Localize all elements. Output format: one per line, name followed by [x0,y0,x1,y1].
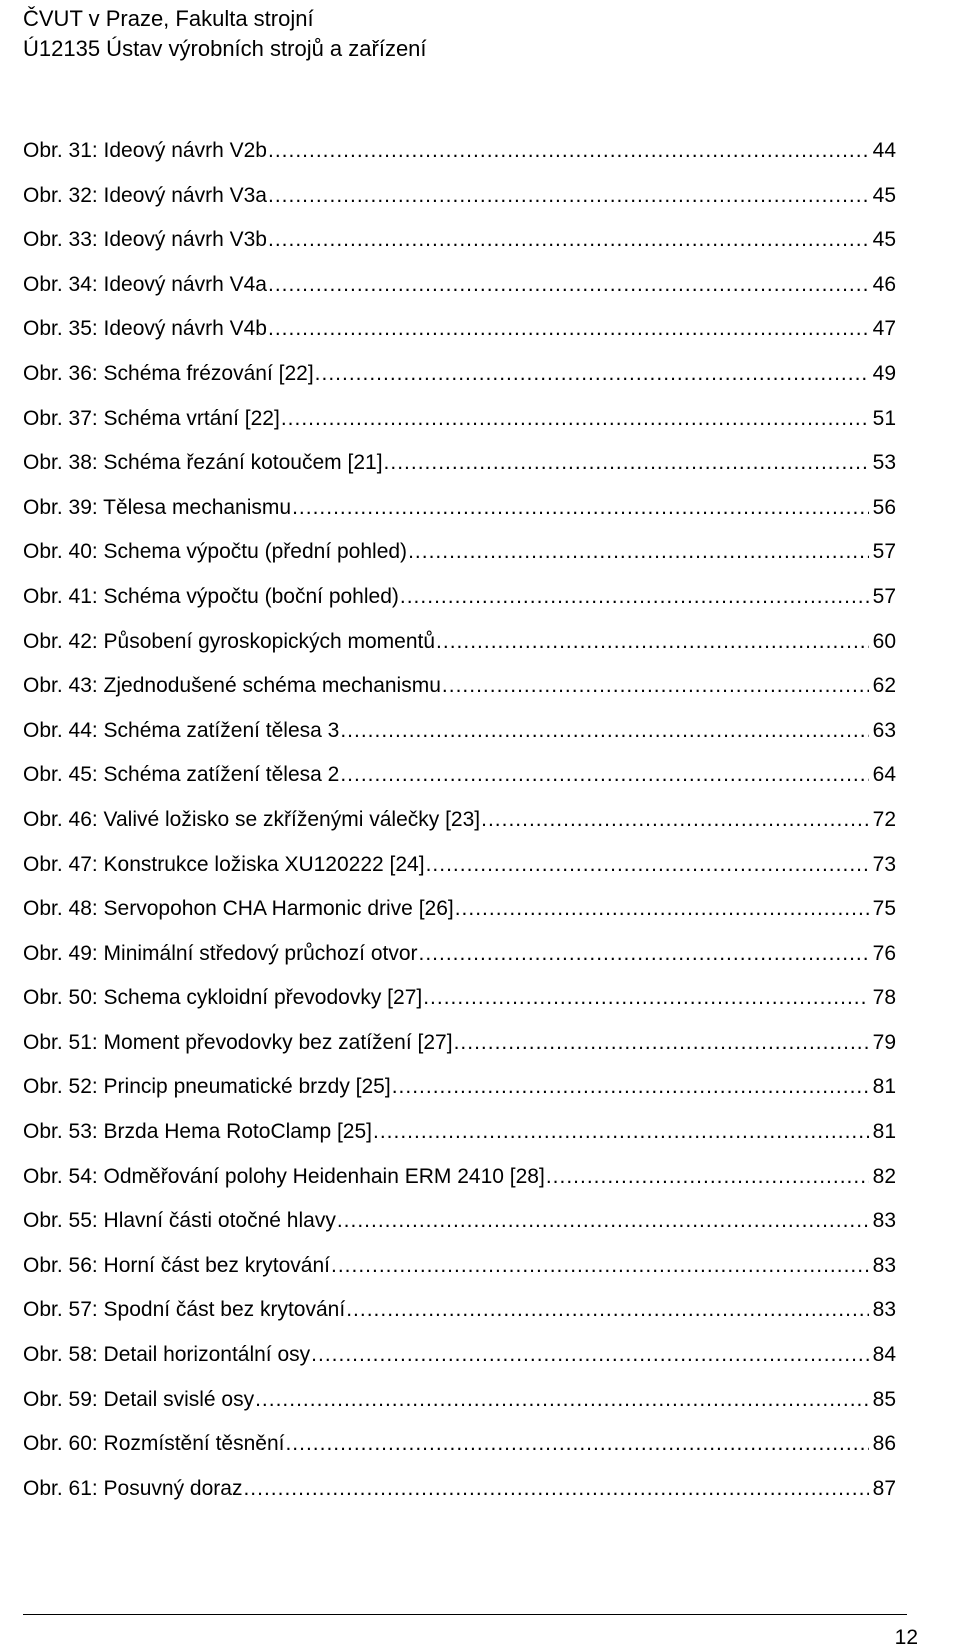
toc-entry-label: Obr. 34: Ideový návrh V4a [23,272,267,296]
toc-entry-page: 81 [872,1075,896,1099]
toc-leader-dots [392,1065,869,1110]
toc-entry[interactable] [23,709,896,754]
toc-leader-dots [268,263,869,308]
toc-entry[interactable] [23,1155,896,1200]
toc-entry-label: Obr. 55: Hlavní části otočné hlavy [23,1209,336,1233]
toc-leader-dots [331,1244,869,1289]
toc-entry-label: Obr. 31: Ideový návrh V2b [23,139,267,162]
toc-entry-label: Obr. 40: Schema výpočtu (přední pohled) [23,540,408,564]
toc-entry[interactable] [23,486,896,531]
toc-entry[interactable] [23,1467,896,1512]
toc-entry-label: Obr. 38: Schéma řezání kotoučem [21] [23,451,383,475]
toc-entry-label: Obr. 61: Posuvný doraz [23,1476,243,1500]
toc-entry-label: Obr. 48: Servopohon CHA Harmonic drive [26] [23,897,454,921]
toc-entry-label: Obr. 53: Brzda Hema RotoClamp [25] [23,1120,372,1144]
toc-leader-dots [436,620,869,665]
toc-leader-dots [384,441,869,486]
toc-entry-page: 83 [872,1253,896,1277]
toc-leader-dots [268,218,869,263]
toc-entry-label: Obr. 36: Schéma frézování [22] [23,361,314,385]
toc-leader-dots [243,1467,868,1512]
toc-entry-label: Obr. 39: Tělesa mechanismu [23,495,292,519]
toc-entry[interactable] [23,843,896,888]
toc-entry-label: Obr. 52: Princip pneumatické brzdy [25] [23,1075,391,1099]
toc-entry[interactable] [23,1199,896,1244]
toc-entry-page: 81 [872,1120,896,1144]
toc-entry-page: 87 [872,1476,896,1500]
toc-leader-dots [285,1422,868,1467]
toc-entry-page: 76 [872,941,896,965]
toc-entry[interactable] [23,798,896,843]
toc-entry-page: 72 [872,807,896,831]
toc-entry-label: Obr. 59: Detail svislé osy [23,1387,255,1411]
toc-leader-dots [340,709,868,754]
toc-entry-page: 47 [872,317,896,341]
toc-leader-dots [400,575,869,620]
toc-entry-label: Obr. 60: Rozmístění těsnění [23,1432,285,1456]
toc-entry-page: 45 [872,228,896,252]
toc-entry[interactable] [23,352,896,397]
header-department: Ú12135 Ústav výrobních strojů a zařízení [23,36,427,61]
toc-leader-dots [340,753,868,798]
toc-leader-dots [346,1288,868,1333]
toc-entry[interactable] [23,1378,896,1423]
toc-entry[interactable] [23,1065,896,1110]
toc-entry-label: Obr. 37: Schéma vrtání [22] [23,406,280,430]
toc-leader-dots [481,798,869,843]
toc-entry-label: Obr. 43: Zjednodušené schéma mechanismu [23,674,441,698]
toc-entry-label: Obr. 46: Valivé ložisko se zkříženými válečky [23] [23,807,481,831]
toc-entry-page: 56 [872,495,896,519]
toc-entry-page: 83 [872,1298,896,1322]
toc-entry-page: 46 [872,272,896,296]
toc-entry-label: Obr. 45: Schéma zatížení tělesa 2 [23,763,340,787]
toc-leader-dots [455,887,869,932]
toc-entry-page: 84 [872,1343,896,1367]
toc-entry-page: 57 [872,584,896,608]
toc-entry-page: 60 [872,629,896,653]
list-of-figures [23,129,896,1511]
toc-entry-page: 45 [872,183,896,207]
toc-entry[interactable] [23,397,896,442]
toc-entry[interactable] [23,664,896,709]
toc-entry[interactable] [23,218,896,263]
toc-entry-page: 78 [872,986,896,1010]
toc-entry-page: 86 [872,1432,896,1456]
toc-entry[interactable] [23,1422,896,1467]
toc-entry[interactable] [23,1244,896,1289]
toc-entry-label: Obr. 50: Schema cykloidní převodovky [27] [23,986,423,1010]
toc-entry[interactable] [23,575,896,620]
toc-leader-dots [292,486,869,531]
page-number: 12 [894,1626,918,1649]
toc-leader-dots [454,1021,869,1066]
toc-leader-dots [546,1155,869,1200]
toc-entry[interactable] [23,174,896,219]
toc-entry[interactable] [23,753,896,798]
toc-entry-page: 53 [872,451,896,475]
toc-entry[interactable] [23,1333,896,1378]
toc-entry[interactable] [23,1021,896,1066]
toc-leader-dots [311,1333,868,1378]
toc-entry-label: Obr. 49: Minimální středový průchozí otvor [23,941,418,965]
toc-entry-page: 49 [872,361,896,385]
toc-entry[interactable] [23,307,896,352]
header-university: ČVUT v Praze, Fakulta strojní [23,6,314,31]
toc-leader-dots [268,129,869,174]
toc-leader-dots [337,1199,869,1244]
toc-entry[interactable] [23,932,896,977]
toc-entry-label: Obr. 35: Ideový návrh V4b [23,317,267,341]
toc-entry-page: 62 [872,674,896,698]
toc-entry-label: Obr. 44: Schéma zatížení tělesa 3 [23,718,340,742]
toc-entry[interactable] [23,620,896,665]
toc-entry-page: 85 [872,1387,896,1411]
toc-entry[interactable] [23,887,896,932]
toc-entry-label: Obr. 56: Horní část bez krytování [23,1253,330,1277]
toc-entry[interactable] [23,441,896,486]
page-header [23,0,903,64]
toc-entry-page: 64 [872,763,896,787]
toc-leader-dots [255,1378,869,1423]
toc-leader-dots [373,1110,869,1155]
toc-entry-label: Obr. 51: Moment převodovky bez zatížení [27] [23,1030,453,1054]
toc-entry-page: 57 [872,540,896,564]
toc-entry-page: 44 [872,139,896,162]
toc-entry[interactable] [23,530,896,575]
toc-entry-page: 79 [872,1030,896,1054]
toc-entry[interactable] [23,1110,896,1155]
toc-leader-dots [268,307,869,352]
toc-entry[interactable] [23,263,896,308]
toc-leader-dots [442,664,869,709]
toc-leader-dots [281,397,869,442]
toc-entry-label: Obr. 42: Působení gyroskopických momentů [23,629,436,653]
toc-leader-dots [426,843,869,888]
toc-entry[interactable] [23,1288,896,1333]
toc-entry-label: Obr. 58: Detail horizontální osy [23,1343,311,1367]
toc-entry[interactable] [23,129,896,174]
toc-entry-page: 73 [872,852,896,876]
toc-entry-page: 83 [872,1209,896,1233]
toc-entry-page: 51 [872,406,896,430]
toc-leader-dots [408,530,869,575]
toc-leader-dots [315,352,869,397]
toc-leader-dots [419,932,869,977]
toc-entry-page: 75 [872,897,896,921]
toc-entry-label: Obr. 41: Schéma výpočtu (boční pohled) [23,584,399,608]
toc-entry[interactable] [23,976,896,1021]
toc-entry-label: Obr. 47: Konstrukce ložiska XU120222 [24] [23,852,425,876]
toc-entry-label: Obr. 32: Ideový návrh V3a [23,183,267,207]
toc-leader-dots [268,174,869,219]
toc-entry-page: 63 [872,718,896,742]
toc-entry-label: Obr. 33: Ideový návrh V3b [23,228,267,252]
toc-entry-label: Obr. 54: Odměřování polohy Heidenhain ERM 2410 [28] [23,1164,545,1188]
toc-entry-label: Obr. 57: Spodní část bez krytování [23,1298,346,1322]
toc-leader-dots [423,976,868,1021]
footer-divider [23,1614,907,1615]
toc-entry-page: 82 [872,1164,896,1188]
